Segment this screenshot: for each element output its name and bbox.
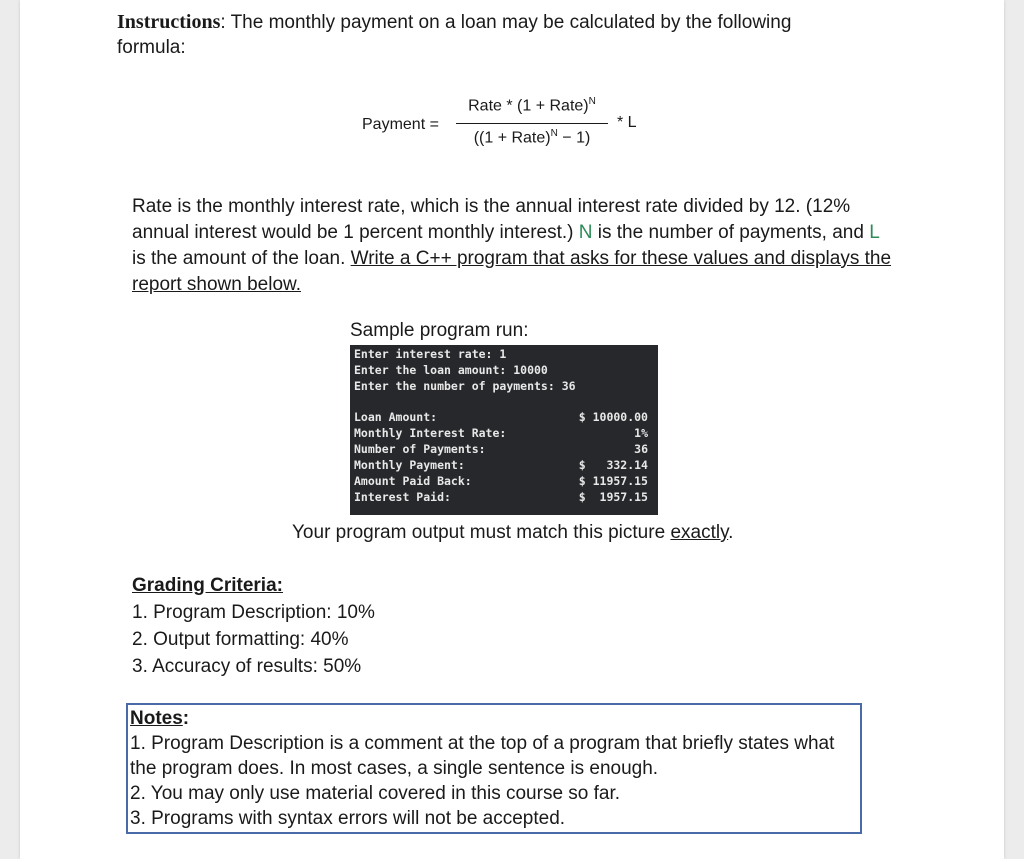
grading-item: 1. Program Description: 10% (132, 602, 375, 623)
terminal-input-line: Enter interest rate: 1 (354, 347, 507, 361)
terminal-input-line: Enter the loan amount: 10000 (354, 363, 548, 377)
notes-item: 2. You may only use material covered in this course so far. (130, 783, 621, 804)
match-note (292, 522, 733, 544)
description-part3: is the amount of the loan. (132, 248, 351, 269)
terminal-output (350, 345, 658, 515)
report-value: $ 1957.15 (578, 490, 648, 504)
grading-item: 3. Accuracy of results: 50% (132, 656, 362, 677)
denominator-text: ((1 + Rate) (473, 129, 551, 147)
notes-title: Notes (130, 708, 183, 729)
grading-criteria (132, 572, 375, 680)
document-page (20, 0, 1004, 859)
notes-item: 1. Program Description is a comment at the top of a program that briefly states what the program does. In most cases, a single sentence is enough. (130, 733, 835, 779)
match-note-end: . (728, 522, 734, 543)
description-part1: Rate is the monthly interest rate, which is the annual interest rate divided by 12. (12% annual interest would be 1 percent monthly interest.) (132, 196, 851, 243)
report-value: 36 (634, 442, 648, 456)
formula-denominator (456, 128, 608, 147)
report-label: Amount Paid Back: (354, 474, 472, 488)
formula-lhs: Payment = (362, 116, 439, 133)
report-value: 1% (634, 426, 648, 440)
variable-l: L (869, 222, 880, 243)
report-row (354, 457, 654, 473)
grading-title: Grading Criteria: (132, 575, 283, 596)
numerator-text: Rate * (1 + Rate) (468, 97, 589, 115)
grading-item: 2. Output formatting: 40% (132, 629, 349, 650)
denominator-suffix: − 1) (557, 129, 591, 147)
notes-item: 3. Programs with syntax errors will not be accepted. (130, 808, 566, 829)
formula-numerator (456, 96, 608, 120)
report-value: $ 11957.15 (578, 474, 648, 488)
formula-rhs: * L (617, 114, 637, 131)
payment-formula (362, 96, 662, 160)
report-label: Monthly Interest Rate: (354, 426, 507, 440)
terminal-blank-line (354, 394, 654, 409)
numerator-exponent: N (588, 96, 596, 107)
report-row (354, 473, 654, 489)
report-label: Monthly Payment: (354, 458, 465, 472)
instructions-text: : The monthly payment on a loan may be calculated by the following formula: (117, 12, 792, 58)
terminal-input-line: Enter the number of payments: 36 (354, 379, 576, 393)
report-label: Loan Amount: (354, 410, 438, 424)
sample-run-label: Sample program run: (350, 320, 529, 341)
description-paragraph (132, 194, 892, 298)
formula-fraction (456, 96, 608, 147)
description-part2: is the number of payments, and (592, 222, 870, 243)
report-row (354, 441, 654, 457)
report-value: $ 332.14 (578, 458, 648, 472)
variable-n: N (578, 222, 593, 243)
instructions-paragraph (117, 10, 837, 60)
match-note-text: Your program output must match this picture (292, 522, 671, 543)
report-value: $ 10000.00 (578, 410, 648, 424)
report-row (354, 409, 654, 425)
notes-box (126, 703, 862, 834)
fraction-bar (456, 123, 608, 124)
report-row (354, 425, 654, 441)
match-note-emphasis: exactly (670, 522, 729, 543)
notes-heading (130, 706, 858, 731)
report-label: Interest Paid: (354, 490, 451, 504)
task-statement: Write a C++ program that asks for these values and displays the report shown below. (132, 248, 892, 295)
notes-colon: : (182, 708, 190, 729)
denominator-exponent: N (550, 128, 558, 139)
instructions-heading: Instructions (117, 11, 221, 33)
report-label: Number of Payments: (354, 442, 486, 456)
report-row (354, 489, 654, 505)
